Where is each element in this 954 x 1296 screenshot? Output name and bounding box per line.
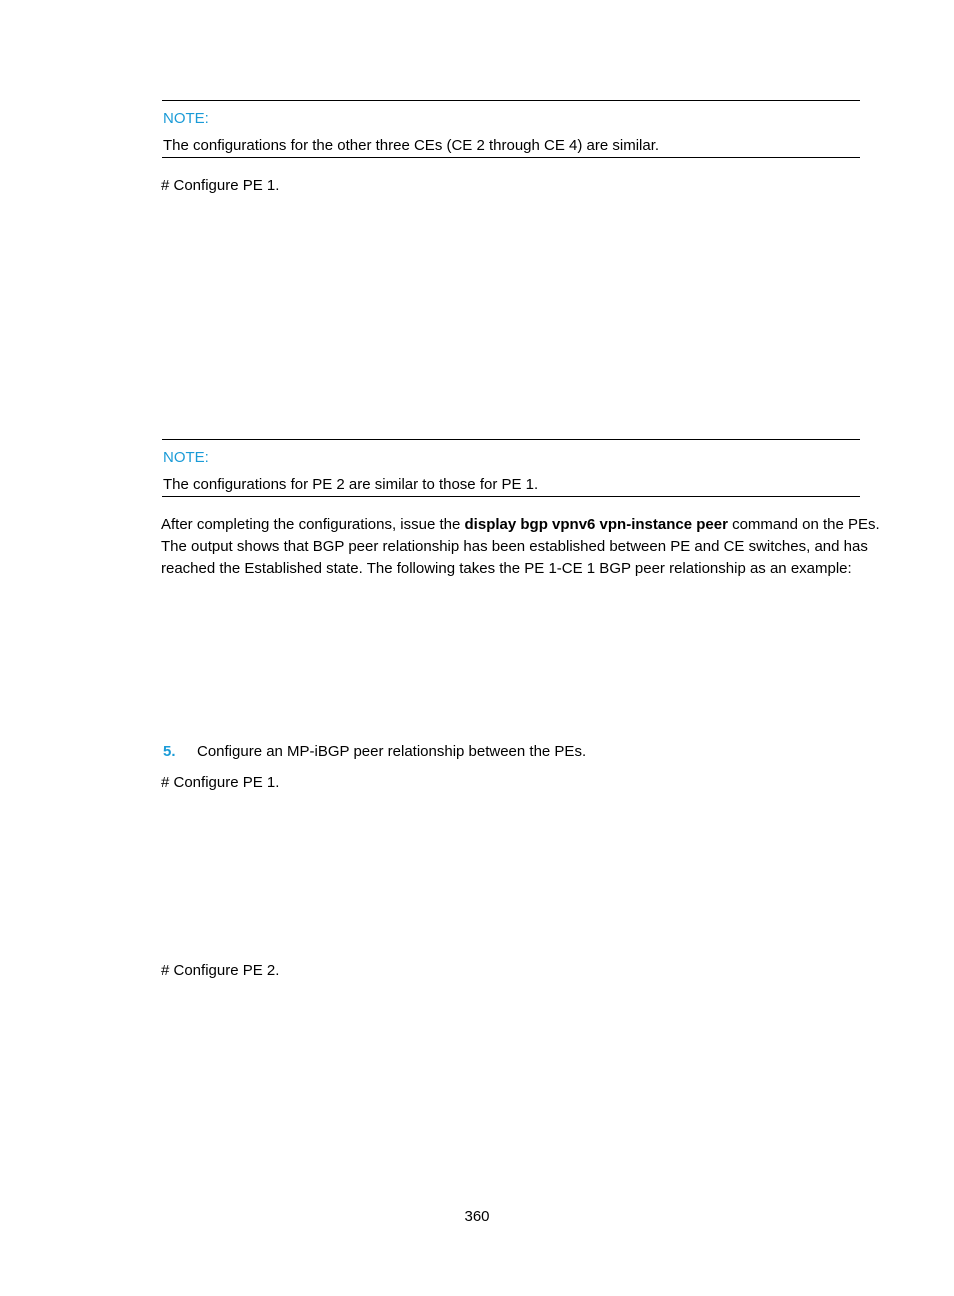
command-name: display bgp vpnv6 vpn-instance peer [464,516,728,533]
note-label: NOTE: [163,449,209,466]
verification-paragraph-line-1 [161,516,880,534]
configure-pe2-heading: # Configure PE 2. [161,962,280,979]
text-segment: After completing the configurations, issue the [161,516,465,533]
note-label: NOTE: [163,110,209,127]
page-number: 360 [464,1208,490,1225]
note-box-ce-configurations [162,100,860,158]
verification-paragraph-line-2: The output shows that BGP peer relationship has been established between PE and CE switches, and has [161,538,868,555]
note-text: The configurations for PE 2 are similar to those for PE 1. [163,476,539,493]
text-segment: command on the PEs. [727,516,880,533]
step-text: Configure an MP-iBGP peer relationship between the PEs. [197,743,587,760]
step-number: 5. [163,743,176,760]
configure-pe1-heading: # Configure PE 1. [161,774,280,791]
configure-pe1-heading: # Configure PE 1. [161,177,280,194]
note-text: The configurations for the other three CEs (CE 2 through CE 4) are similar. [163,137,660,154]
note-box-pe2-configurations [162,439,860,497]
verification-paragraph-line-3: reached the Established state. The following takes the PE 1-CE 1 BGP peer relationship as an example: [161,560,852,577]
